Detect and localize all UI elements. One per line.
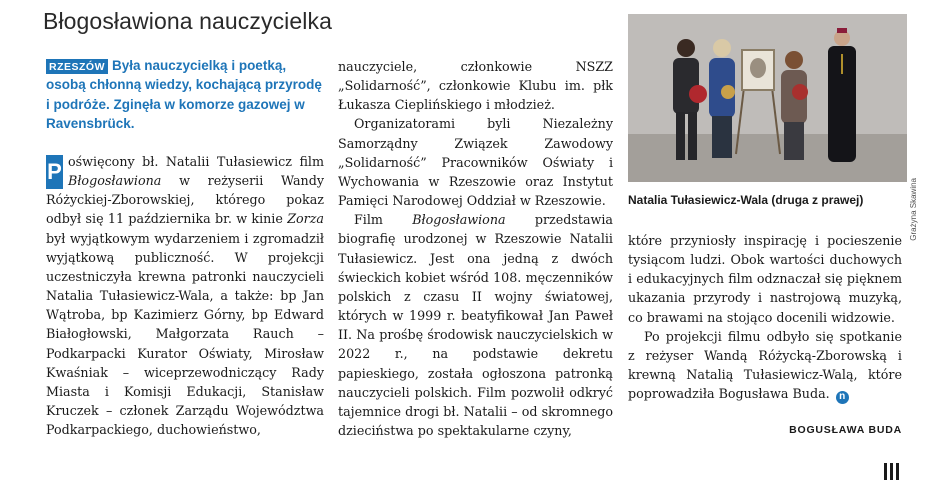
- end-mark-icon: n: [836, 391, 849, 404]
- paragraph-2: Organizatorami byli Niezależny Samorządny Związek Zawodowy „Solidarność” Pracowników Oświaty i Wychowania w Rzeszowie oraz Instytut Pamięci Narodowej Oddział w Rzeszowie.: [338, 116, 613, 209]
- body-column-1: [46, 152, 324, 439]
- drop-cap: P: [46, 155, 63, 189]
- paragraph-3: Film Błogosławiona przedstawia biografię urodzonej w Rzeszowie Natalii Tułasiewicz. Jest ona jedną z dwóch świeckich kobiet wśród 108. męczenników polskich z czasu II wojny światowej, których w 1999 r. beatyfikował Jan Paweł II. Na prośbę środowisk nauczycielskich w 2022 r., na podstawie dekretu papieskiego, została ogłoszona patronką nauczycieli polskich. Film pozwolił odkryć tajemnice drogi bł. Natalii – od skromnego dzieciństwa po spektakularne czyny,: [338, 212, 613, 438]
- paragraph-4: Po projekcji filmu odbyło się spotkanie z reżyser Wandą Różycką-Zborowską i krewną Natalią Tułasiewicz-Walą, które poprowadziła Bogusława Buda. n: [628, 328, 902, 403]
- event-photo: [628, 14, 907, 182]
- lead-text: Była nauczycielką i poetką, osobą chłonną wiedzy, kochającą przyrodę i podróże. Zginęła w komorze gazowej w Ravensbrück.: [46, 58, 322, 132]
- photo-credit: Grażyna Skawina: [909, 178, 918, 241]
- paragraph-3-cont: które przyniosły inspirację i pocieszenie tysiącom ludzi. Obok wartości duchowych i edukacyjnych film odznaczał się pięknem ukazania przyrody i nastrojową muzyką, co brawami na stojąco docenili widzowie.: [628, 233, 902, 325]
- article-lead: [46, 56, 324, 134]
- article-title: Błogosławiona nauczycielka: [43, 8, 332, 34]
- photo-caption: Natalia Tułasiewicz-Wala (druga z prawej): [628, 193, 864, 207]
- photo-illustration: [628, 14, 907, 182]
- location-badge: RZESZÓW: [46, 59, 108, 74]
- paragraph-1: P oświęcony bł. Natalii Tułasiewicz film Błogosławiona w reżyserii Wandy Różyckiej-Zborowskiej, którego pokaz odbył się 11 października br. w kinie Zorza był wyjątkowym wydarzeniem i zgromadził wyjątkową publiczność. W projekcji uczestniczyła krewna patronki nauczycieli Natalia Tułasiewicz-Wala, a także: bp Jan Wątroba, bp Kazimierz Górny, bp Edward Białogłowski, Małgorzata Rauch – Podkarpacki Kurator Oświaty, Mirosław Kwaśniak – wiceprzewodniczący Rady Miasta i Komisji Edukacji, Stanisław Kruczek – członek Zarządu Województwa Podkarpackiego, duchowieństwo,: [46, 154, 324, 438]
- body-column-3: [628, 231, 902, 404]
- author-byline: BOGUSŁAWA BUDA: [789, 424, 902, 436]
- paragraph-1-cont: nauczyciele, członkowie NSZZ „Solidarność”, członkowie Klubu im. płk Łukasza Cieplińskiego i młodzież.: [338, 59, 613, 113]
- body-column-2: [338, 57, 613, 440]
- page-marker-icon: [884, 463, 900, 480]
